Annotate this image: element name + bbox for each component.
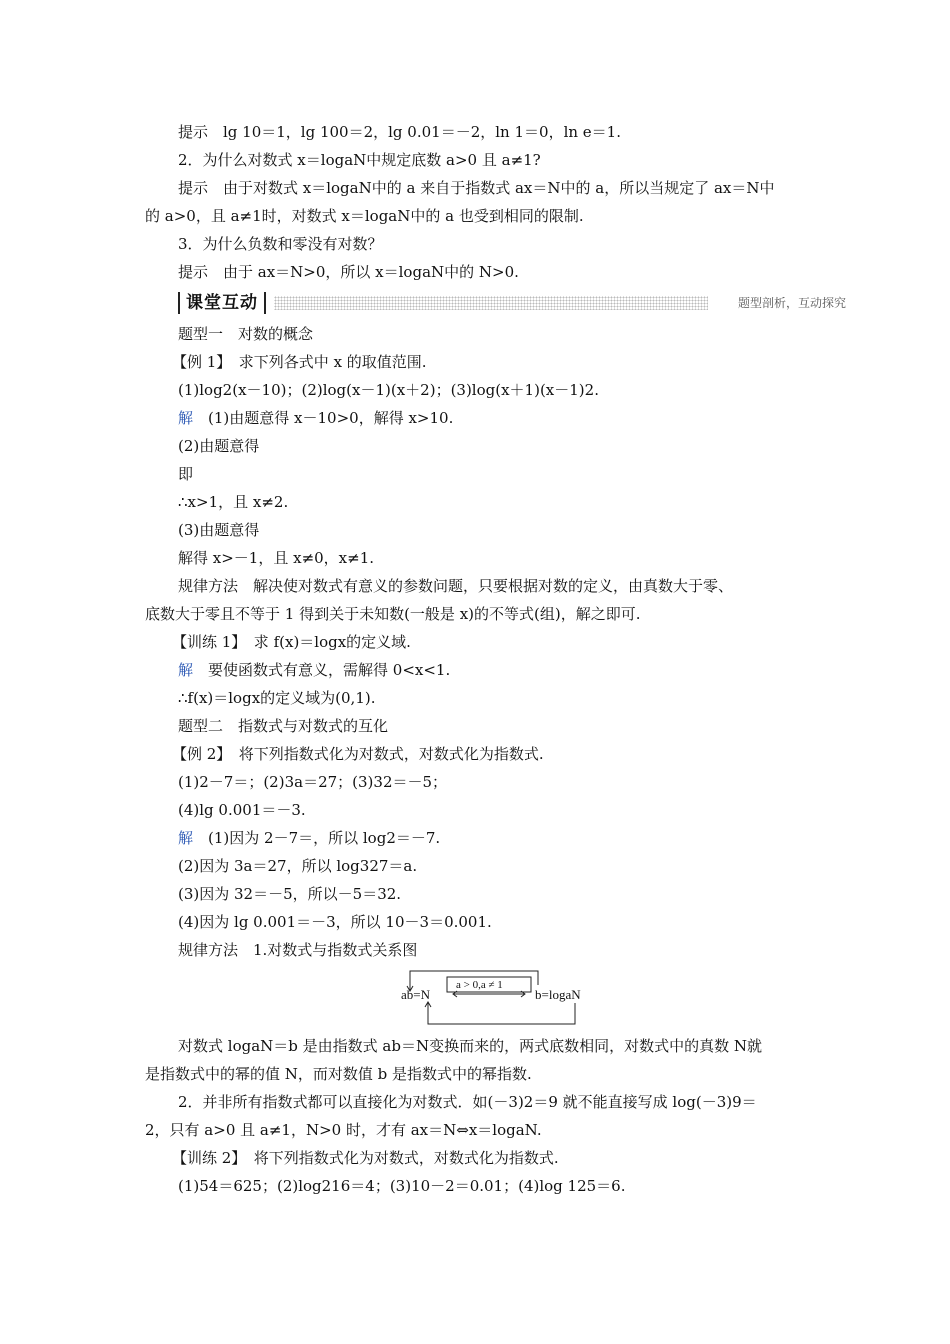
solution-line: (3)因为 32＝－5，所以－5＝32.	[178, 885, 402, 903]
section-tag: 题型剖析，互动探究	[737, 296, 846, 310]
type-heading: 题型二 指数式与对数式的互化	[178, 717, 389, 735]
paragraph-line: 对数式 logaN＝b 是由指数式 ab＝N变换而来的，两式底数相同，对数式中的真数 N就	[178, 1037, 762, 1055]
diagram-right: b=logaN	[535, 987, 581, 1002]
solution-line: (2)因为 3a＝27，所以 log327＝a.	[178, 857, 418, 875]
hint-line: 提示 lg 10＝1，lg 100＝2，lg 0.01＝－2，ln 1＝0，ln e＝1.	[178, 123, 621, 141]
type-heading: 题型一 对数的概念	[178, 325, 314, 343]
dotted-divider	[274, 296, 708, 310]
section-header-band	[178, 292, 846, 314]
question-3: 3．为什么负数和零没有对数？	[178, 235, 383, 253]
method-note: 规律方法 解决使对数式有意义的参数问题，只要根据对数的定义，由真数大于零、	[178, 577, 734, 595]
hint-line: 提示 由于对数式 x＝logaN中的 a 来自于指数式 ax＝N中的 a，所以当规定了 ax＝N中	[178, 179, 775, 197]
diagram-middle: a > 0,a ≠ 1	[456, 979, 503, 991]
solution-line: (3)由题意得	[178, 521, 260, 539]
exercise-title: 【训练 1】 求 f(x)＝logx的定义域.	[172, 633, 411, 651]
question-2: 2．为什么对数式 x＝logaN中规定底数 a>0 且 a≠1?	[178, 151, 541, 169]
solution-line: 解得 x>－1，且 x≠0，x≠1.	[178, 549, 375, 567]
method-note: 规律方法 1.对数式与指数式关系图	[178, 941, 418, 959]
solution-line: (2)由题意得	[178, 437, 260, 455]
solution-line: 解 要使函数式有意义，需解得 0<x<1.	[178, 661, 451, 679]
example-items: (1)log2(x－10)；(2)log(x－1)(x＋2)；(3)log(x＋1)(x－1)2.	[178, 381, 599, 399]
exp-log-relation-diagram	[398, 965, 583, 1025]
exercise-items: (1)54＝625；(2)log216＝4；(3)10－2＝0.01；(4)log 125＝6.	[178, 1177, 626, 1195]
section-title: 课堂互动	[178, 292, 266, 314]
paragraph-line: 2．并非所有指数式都可以直接化为对数式．如(－3)2＝9 就不能直接写成 log(－3)9＝	[178, 1093, 757, 1111]
hint-line: 提示 由于 ax＝N>0，所以 x＝logaN中的 N>0.	[178, 263, 519, 281]
solution-line: ∴x>1，且 x≠2.	[178, 493, 289, 511]
solution-line: 解 (1)因为 2－7＝，所以 log2＝－7.	[178, 829, 441, 847]
method-note-continued: 底数大于零且不等于 1 得到关于未知数(一般是 x)的不等式(组)，解之即可.	[145, 605, 641, 623]
example-title: 【例 2】 将下列指数式化为对数式，对数式化为指数式.	[172, 745, 544, 763]
diagram-left: ab=N	[401, 987, 430, 1002]
paragraph-line-continued: 2，只有 a>0 且 a≠1，N>0 时，才有 ax＝N⇔x＝logaN.	[145, 1121, 542, 1139]
paragraph-line-continued: 是指数式中的幂的值 N，而对数值 b 是指数式中的幂指数.	[145, 1065, 532, 1083]
example-title: 【例 1】 求下列各式中 x 的取值范围.	[172, 353, 427, 371]
example-items: (4)lg 0.001＝－3.	[178, 801, 306, 819]
solution-line: 解 (1)由题意得 x－10>0，解得 x>10.	[178, 409, 454, 427]
exercise-title: 【训练 2】 将下列指数式化为对数式，对数式化为指数式.	[172, 1149, 559, 1167]
solution-line: 即	[178, 465, 194, 483]
solution-line: (4)因为 lg 0.001＝－3，所以 10－3＝0.001.	[178, 913, 492, 931]
hint-line-continued: 的 a>0，且 a≠1时，对数式 x＝logaN中的 a 也受到相同的限制.	[145, 207, 584, 225]
example-items: (1)2－7＝；(2)3a＝27；(3)32＝－5；	[178, 773, 448, 791]
solution-line: ∴f(x)＝logx的定义域为(0,1).	[178, 689, 376, 707]
